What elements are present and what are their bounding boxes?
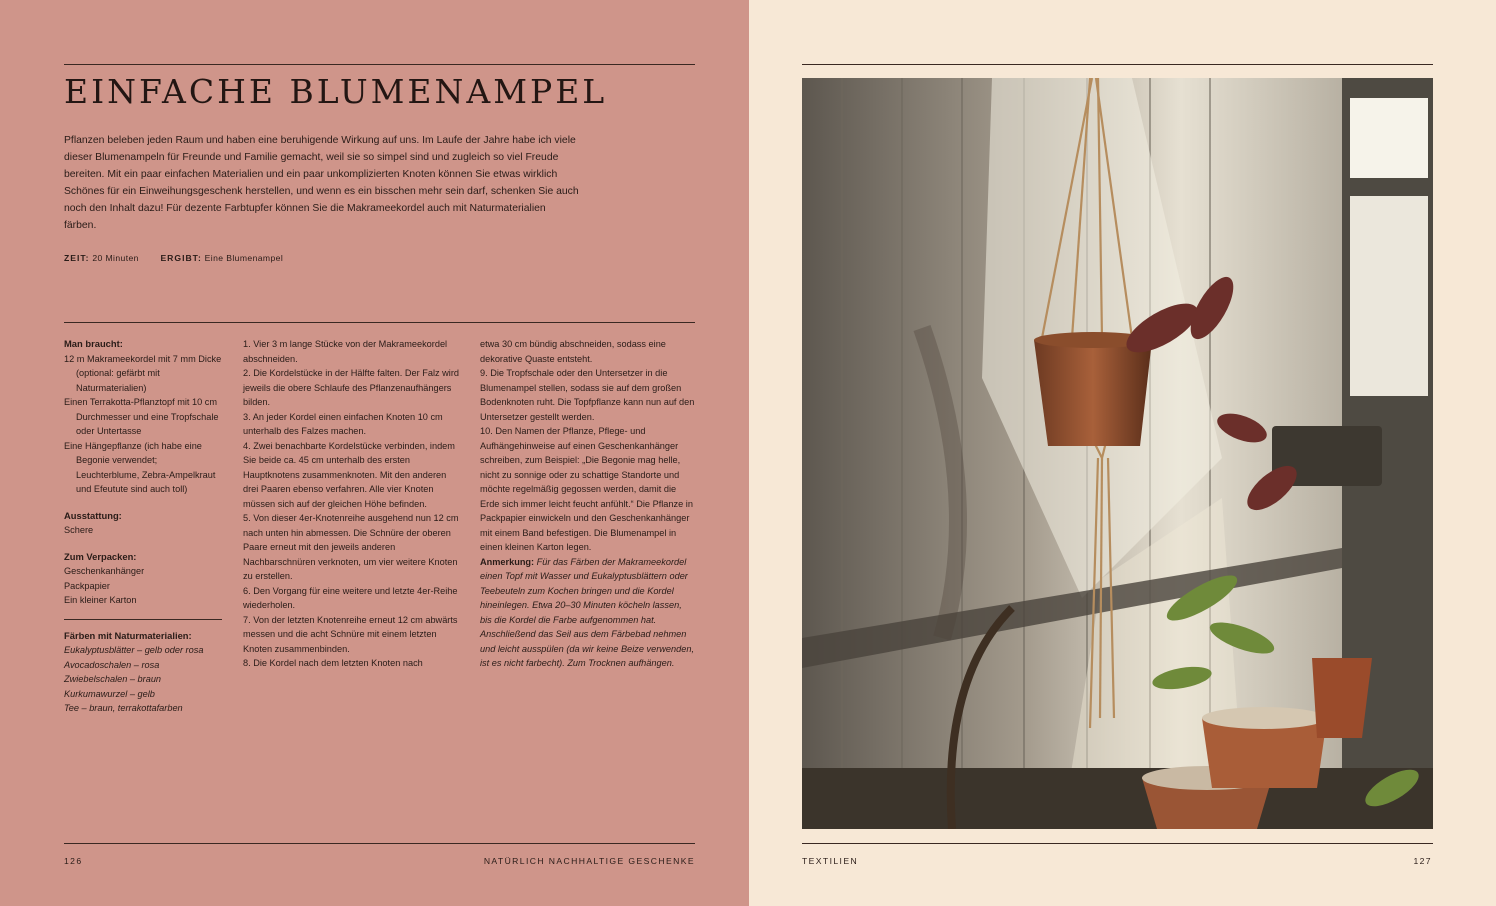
dyeing-item: Zwiebelschalen – braun: [64, 674, 162, 684]
bottom-rule-right: [802, 843, 1433, 844]
material-item: 12 m Makrameekordel mit 7 mm Dicke (optional: gefärbt mit Naturmaterialien): [64, 353, 222, 393]
step-8: 8. Die Kordel nach dem letzten Knoten nach: [243, 658, 423, 668]
dyeing-item: Avocadoschalen – rosa: [64, 659, 160, 670]
step-3: 3. An jeder Kordel einen einfachen Knoten 10 cm unterhalb des Falzes machen.: [243, 411, 443, 436]
page-title: EINFACHE BLUMENAMPEL: [64, 72, 608, 111]
step-6: 6. Den Vorgang für eine weitere und letzte 4er-Reihe wiederholen.: [243, 585, 458, 610]
step-1: 1. Vier 3 m lange Stücke von der Makrameekordel abschneiden.: [243, 339, 448, 364]
recipe-meta: [64, 253, 283, 263]
packaging-item: Ein kleiner Karton: [64, 595, 137, 605]
top-rule-left: [64, 64, 695, 65]
dyeing-section: [64, 619, 222, 716]
packaging-heading: Zum Verpacken:: [64, 550, 137, 562]
note-text: Für das Färben der Makrameekordel einen Topf mit Wasser und Eukalyptusblättern oder Teebeuteln zum Kochen bringen und die Kordel hineinlegen. Etwa 20–30 Minuten köcheln lassen, bis die Kordel die Farbe aufgenommen hat. Anschließend das Seil aus dem Färbebad nehmen und leicht ausspülen (da wir keine Beize verwenden, ist es nicht farbecht). Zum Trocknen aufhängen.: [480, 556, 694, 668]
packaging-item: Geschenkanhänger: [64, 566, 145, 576]
time-value: 20 Minuten: [92, 253, 139, 263]
step-10: 10. Den Namen der Pflanze, Pflege- und Aufhängehinweise auf einen Geschenkanhänger schreiben, zum Beispiel: „Die Begonie mag helle, nicht zu sonnige oder zu schattige Standorte und möchte regelmäßig gegossen werden, damit die Erde sich immer leicht feucht anfühlt.“ Die Pflanze in Packpapier einwickeln und den Geschenkanhänger mit einem Band befestigen. Die Blumenampel in einen kleinen Karton legen.: [480, 426, 693, 552]
time-label: ZEIT:: [64, 253, 90, 263]
intro-paragraph: Pflanzen beleben jeden Raum und haben eine beruhigende Wirkung auf uns. Im Laufe der Jahre habe ich viele dieser Blumenampeln für Freunde und Familie gemacht, weil sie so simpel sind und zugleich so viel Freude bereiten. Mit ein paar einfachen Materialien und ein paar unkomplizierten Knoten können Sie etwas wirklich Schönes für ein Einweihungsgeschenk herstellen, und wenn es ein bisschen mehr sein darf, schenken Sie auch noch den Inhalt dazu! Für dezente Farbtupfer können Sie die Makrameekordel auch mit Naturmaterialien färben.: [64, 135, 579, 231]
step-2: 2. Die Kordelstücke in der Hälfte falten. Der Falz wird jeweils die obere Schlaufe des Pflanzenaufhängers bilden.: [243, 368, 459, 407]
materials-column: [64, 337, 222, 716]
hanging-planter-photo: [802, 78, 1433, 829]
steps-column-1: [243, 337, 461, 671]
note: [480, 555, 696, 671]
step-9: 9. Die Tropfschale oder den Untersetzer in die Blumenampel stellen, sodass sie auf dem großen Bodenknoten ruht. Die Topfpflanze kann nun auf den Untersetzer gestellt werden.: [480, 368, 695, 422]
section-title-right: TEXTILIEN: [802, 856, 859, 866]
equipment-section: [64, 509, 222, 538]
bottom-rule-left: [64, 843, 695, 844]
step-4: 4. Zwei benachbarte Kordelstücke verbinden, indem Sie beide ca. 45 cm unterhalb des ersten Hauptknotens zusammenknoten. Mit den anderen drei Paaren ebenso verfahren. Alle vier Knoten müssen sich auf der gleichen Höhe befinden.: [243, 440, 455, 509]
materials-heading: Man braucht:: [64, 338, 123, 349]
note-label: Anmerkung:: [480, 556, 535, 567]
packaging-item: Packpapier: [64, 580, 110, 591]
page-number-left: 126: [64, 856, 83, 866]
yield-label: ERGIBT:: [160, 253, 202, 263]
dyeing-item: Tee – braun, terrakottafarben: [64, 703, 183, 713]
dyeing-item: Kurkumawurzel – gelb: [64, 688, 155, 699]
section-title-left: NATÜRLICH NACHHALTIGE GESCHENKE: [483, 856, 695, 866]
packaging-section: [64, 550, 222, 608]
equipment-item: Schere: [64, 525, 94, 535]
step-8-continued: etwa 30 cm bündig abschneiden, sodass eine dekorative Quaste entsteht.: [480, 339, 666, 364]
steps-column-2: [480, 337, 696, 671]
mid-rule-left: [64, 322, 695, 323]
material-item: Eine Hängepflanze (ich habe eine Begonie verwendet; Leuchterblume, Zebra-Ampelkraut und Efeutute sind auch toll): [64, 440, 216, 494]
step-7: 7. Von der letzten Knotenreihe erneut 12 cm abwärts messen und die acht Schnüre mit einem letzten Knoten zusammenbinden.: [243, 614, 458, 654]
top-rule-right: [802, 64, 1433, 65]
dyeing-heading: Färben mit Naturmaterialien:: [64, 629, 192, 641]
page-number-right: 127: [1413, 856, 1432, 866]
yield-value: Eine Blumenampel: [204, 253, 284, 263]
material-item: Einen Terrakotta-Pflanztopf mit 10 cm Durchmesser und eine Tropfschale oder Untertasse: [64, 397, 219, 436]
equipment-heading: Ausstattung:: [64, 509, 122, 521]
step-5: 5. Von dieser 4er-Knotenreihe ausgehend nun 12 cm nach unten hin abmessen. Die Schnüre der oberen Paare erneut mit den jeweils anderen Nachbarschnüren verknoten, um vier weitere Knoten zu erstellen.: [243, 513, 459, 581]
dyeing-item: Eukalyptusblätter – gelb oder rosa: [64, 645, 204, 655]
